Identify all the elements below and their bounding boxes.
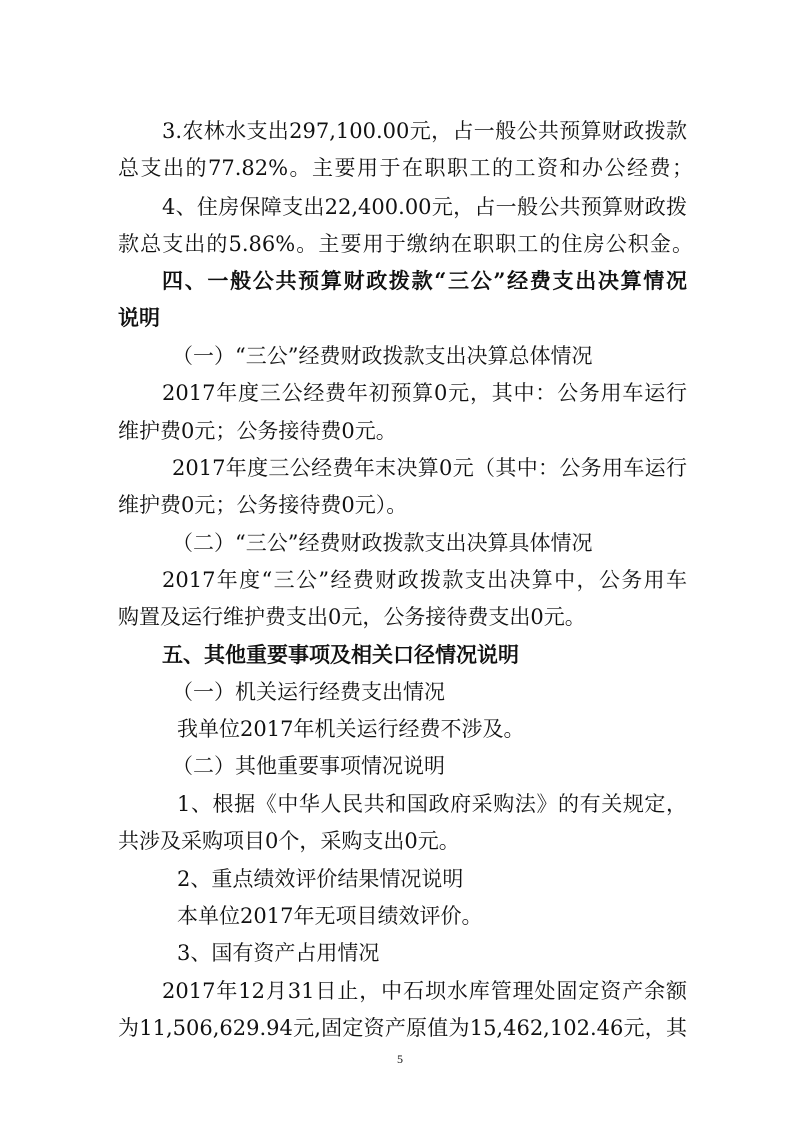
subsection-heading: （二）“三公”经费财政拨款支出决算具体情况 [172, 531, 593, 555]
text-line: 4、住房保障支出22,400.00元，占一般公共预算财政拨 [162, 195, 687, 219]
text-line: 2017年度“三公”经费财政拨款支出决算中，公务用车 [162, 568, 687, 592]
section-heading: 说明 [118, 305, 160, 330]
text-line: 维护费0元；公务接待费0元）。 [118, 493, 408, 517]
text-line: 维护费0元；公务接待费0元。 [118, 419, 397, 443]
text-line: 我单位2017年机关运行经费不涉及。 [177, 717, 525, 741]
text-line: 款总支出的5.86%。主要用于缴纳在职职工的住房公积金。 [118, 232, 693, 256]
text-line: 购置及运行维护费支出0元，公务接待费支出0元。 [118, 605, 586, 629]
subsection-heading: （一）“三公”经费财政拨款支出决算总体情况 [172, 344, 593, 368]
text-line: 1、根据《中华人民共和国政府采购法》的有关规定， [177, 792, 687, 816]
subsection-heading: （二）其他重要事项情况说明 [172, 754, 445, 778]
subsection-heading: （一）机关运行经费支出情况 [172, 680, 445, 704]
text-line: 本单位2017年无项目绩效评价。 [177, 904, 483, 928]
section-heading: 四、一般公共预算财政拨款“三公”经费支出决算情况 [162, 268, 687, 293]
section-heading: 五、其他重要事项及相关口径情况说明 [162, 642, 519, 667]
text-line: 3.农林水支出297,100.00元，占一般公共预算财政拨款 [162, 119, 687, 143]
page-number: 5 [397, 1052, 403, 1066]
text-line: 2017年度三公经费年末决算0元（其中：公务用车运行 [172, 456, 687, 480]
text-line: 2、重点绩效评价结果情况说明 [177, 867, 464, 891]
text-line: 总支出的77.82%。主要用于在职职工的工资和办公经费； [118, 156, 693, 180]
text-line: 2017年度三公经费年初预算0元，其中：公务用车运行 [162, 381, 687, 405]
text-line: 2017年12月31日止，中石坝水库管理处固定资产余额 [162, 979, 687, 1003]
text-line: 为11,506,629.94元,固定资产原值为15,462,102.46元，其 [118, 1016, 687, 1040]
text-line: 共涉及采购项目0个，采购支出0元。 [118, 829, 460, 853]
text-line: 3、国有资产占用情况 [177, 941, 380, 965]
